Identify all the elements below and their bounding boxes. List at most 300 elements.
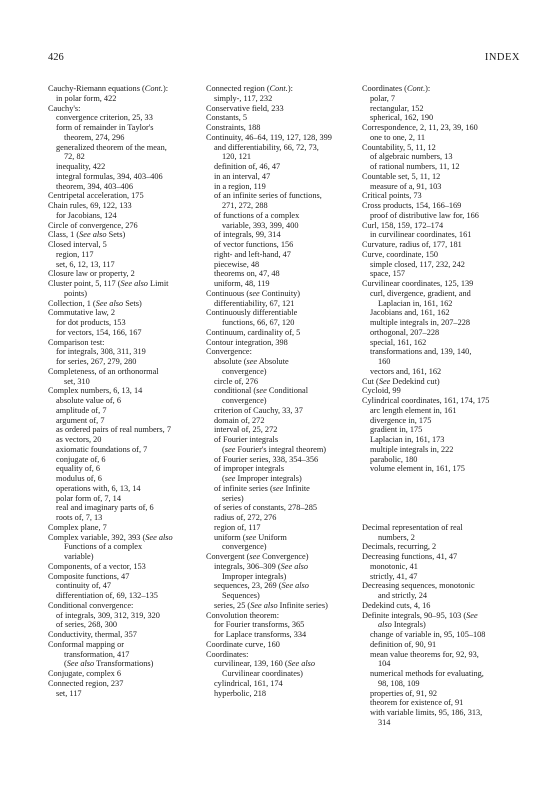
- index-entry: [48, 464, 204, 474]
- index-entry: [206, 250, 362, 260]
- index-entry: [206, 474, 362, 484]
- running-title: INDEX: [484, 52, 520, 63]
- entry-text: Definite integrals, 90–95, 103 (: [362, 610, 467, 620]
- entry-text: multiple integrals in, 222: [370, 444, 454, 454]
- index-entry: [206, 279, 362, 289]
- entry-text: integral formulas, 394, 403–406: [56, 171, 163, 181]
- entry-suffix: Fourier's integral theorem): [235, 444, 327, 454]
- entry-text: of vector functions, 156: [214, 240, 294, 249]
- index-entry: [362, 318, 518, 328]
- index-entry: [48, 143, 204, 153]
- entry-text: domain of, 272: [214, 415, 265, 425]
- entry-text: multiple integrals in, 207–228: [370, 318, 471, 327]
- index-entry: [206, 445, 362, 455]
- index-entry: [362, 416, 518, 426]
- entry-text: rectangular, 152: [370, 103, 424, 113]
- index-entry: [362, 698, 518, 708]
- entry-text: for integrals, 308, 311, 319: [56, 347, 146, 357]
- entry-italic-ref: See also: [287, 659, 316, 669]
- index-entry: [48, 328, 204, 338]
- entry-text: real and imaginary parts of, 6: [56, 503, 154, 513]
- index-entry: [362, 591, 518, 601]
- index-entry: [362, 464, 518, 474]
- index-entry: [48, 104, 204, 114]
- entry-text: Connected region (: [206, 84, 270, 93]
- entry-text: transformation, 417: [64, 649, 130, 659]
- entry-text: Sequences): [222, 591, 260, 600]
- entry-italic-ref: See also: [120, 279, 148, 288]
- entry-text: amplitude of, 7: [56, 405, 107, 415]
- index-entry: [206, 601, 362, 611]
- entry-text: operations with, 6, 13, 14: [56, 483, 141, 493]
- entry-text: of improper integrals: [214, 464, 285, 474]
- index-entry: [362, 123, 518, 133]
- entry-text: Improper integrals): [222, 571, 287, 581]
- index-entry: [362, 425, 518, 435]
- entry-text: Complex plane, 7: [48, 522, 107, 532]
- entry-suffix: ):: [425, 84, 431, 93]
- index-entry: [206, 455, 362, 465]
- index-entry: [206, 162, 362, 172]
- entry-text: parabolic, 180: [370, 454, 418, 464]
- entry-text: Cross products, 154, 166–169: [362, 201, 462, 210]
- entry-text: volume element in, 161, 175: [370, 464, 465, 474]
- index-entry: [206, 308, 362, 318]
- entry-text: Countability, 5, 11, 12: [362, 142, 436, 152]
- entry-text: Convolution theorem:: [206, 610, 280, 620]
- index-entry: [206, 406, 362, 416]
- entry-text: Conformal mapping or: [48, 639, 125, 649]
- entry-suffix: Infinite: [283, 483, 310, 493]
- entry-text: theorems on, 47, 48: [214, 269, 280, 279]
- entry-text: Centripetal acceleration, 175: [48, 191, 144, 201]
- entry-text: Constants, 5: [206, 113, 248, 123]
- index-entry: [362, 455, 518, 465]
- entry-text: radius of, 272, 276: [214, 513, 277, 522]
- index-entry: [206, 201, 362, 211]
- entry-text: Cauchy's:: [48, 103, 81, 113]
- index-entry: [48, 689, 204, 699]
- index-entry: [362, 718, 518, 728]
- index-entry: [206, 338, 362, 348]
- index-entry: [206, 523, 362, 533]
- entry-text: 314: [378, 717, 391, 727]
- index-entry: [48, 416, 204, 426]
- entry-text: strictly, 41, 47: [370, 571, 418, 581]
- index-entry: [206, 377, 362, 387]
- entry-text: for dot products, 153: [56, 318, 126, 327]
- entry-text: 98, 108, 109: [378, 678, 420, 688]
- index-entry: [206, 211, 362, 221]
- index-entry: [206, 669, 362, 679]
- index-entry: [206, 464, 362, 474]
- entry-text: gradient in, 175: [370, 425, 423, 435]
- entry-italic-ref: see: [245, 532, 257, 542]
- entry-italic-ref: See also: [66, 659, 95, 669]
- index-entry: [48, 289, 204, 299]
- entry-text: of algebraic numbers, 13: [370, 152, 453, 162]
- entry-suffix: Transformations): [94, 659, 154, 669]
- index-entry: [48, 562, 204, 572]
- entry-text: Curvature, radius of, 177, 181: [362, 240, 462, 249]
- index-entry: [362, 494, 518, 504]
- index-column-2: [206, 84, 362, 698]
- index-entry: [48, 357, 204, 367]
- entry-suffix: ):: [163, 84, 169, 93]
- entry-text: of series of constants, 278–285: [214, 503, 318, 513]
- entry-text: hyperbolic, 218: [214, 688, 267, 698]
- entry-italic-ref: see: [224, 474, 236, 483]
- index-entry: [362, 689, 518, 699]
- entry-text: Decreasing sequences, monotonic: [362, 581, 475, 591]
- entry-text: conjugate of, 6: [56, 454, 106, 464]
- entry-text: points): [64, 288, 88, 298]
- entry-text: polar, 7: [370, 93, 396, 103]
- index-entry: [48, 152, 204, 162]
- entry-text: one to one, 2, 11: [370, 132, 425, 142]
- entry-text: Coordinates (: [362, 84, 407, 93]
- entry-text: 271, 272, 288: [222, 201, 268, 210]
- entry-italic-ref: see: [249, 552, 261, 561]
- index-entry: [48, 377, 204, 387]
- index-entry: [206, 513, 362, 523]
- index-entry: [48, 503, 204, 513]
- index-entry: [48, 542, 204, 552]
- entry-text: measure of a, 91, 103: [370, 181, 442, 191]
- entry-text: for series, 267, 279, 280: [56, 357, 137, 366]
- entry-text: Coordinates:: [206, 649, 249, 659]
- entry-text: Closed interval, 5: [48, 240, 107, 249]
- entry-text: mean value theorems for, 92, 93,: [370, 649, 479, 659]
- entry-suffix: Absolute: [257, 357, 289, 366]
- index-entry: [206, 640, 362, 650]
- index-entry: [362, 162, 518, 172]
- entry-italic-ref: also: [378, 620, 392, 630]
- index-entry: [206, 289, 362, 299]
- entry-text: Dedekind cuts, 4, 16: [362, 600, 431, 610]
- index-entry: [362, 542, 518, 552]
- index-entry: [48, 679, 204, 689]
- entry-text: Cluster point, 5, 117 (: [48, 279, 121, 288]
- entry-text: of Fourier series, 338, 354–356: [214, 454, 319, 464]
- index-entry: [48, 552, 204, 562]
- index-entry: [362, 669, 518, 679]
- entry-text: criterion of Cauchy, 33, 37: [214, 405, 303, 415]
- index-entry: [48, 133, 204, 143]
- entry-text: Conditional convergence:: [48, 600, 134, 610]
- index-entry: [206, 533, 362, 543]
- entry-italic-ref: see: [246, 357, 258, 366]
- index-entry: [362, 435, 518, 445]
- index-entry: [362, 230, 518, 240]
- entry-text: Functions of a complex: [64, 542, 143, 552]
- index-entry: [362, 640, 518, 650]
- entry-text: Curve, coordinate, 150: [362, 249, 439, 259]
- index-entry: [206, 572, 362, 582]
- entry-text: divergence in, 175: [370, 415, 432, 425]
- index-entry: [362, 299, 518, 309]
- entry-text: convergence): [222, 542, 267, 552]
- entry-text: of Fourier integrals: [214, 435, 279, 444]
- entry-text: transformations and, 139, 140,: [370, 347, 472, 357]
- index-entry: [206, 620, 362, 630]
- entry-italic-ref: see: [256, 386, 267, 396]
- entry-suffix: Continuity): [259, 288, 301, 298]
- index-entry: [48, 601, 204, 611]
- entry-italic-ref: See also: [280, 561, 309, 571]
- entry-text: form of remainder in Taylor's: [56, 123, 154, 132]
- entry-text: orthogonal, 207–228: [370, 327, 440, 337]
- index-entry: [206, 172, 362, 182]
- index-entry: [206, 240, 362, 250]
- entry-text: 160: [378, 357, 391, 366]
- index-entry: [362, 601, 518, 611]
- index-entry: [362, 211, 518, 221]
- entry-text: axiomatic foundations of, 7: [56, 444, 148, 454]
- entry-text: Countable set, 5, 11, 12: [362, 171, 441, 181]
- entry-text: vectors and, 161, 162: [370, 366, 442, 376]
- entry-text: Constraints, 188: [206, 123, 261, 132]
- index-entry: [206, 357, 362, 367]
- index-entry: [362, 338, 518, 348]
- index-entry: [48, 425, 204, 435]
- index-entry: [206, 133, 362, 143]
- entry-text: piecewise, 48: [214, 259, 260, 269]
- entry-text: and differentiability, 66, 72, 73,: [214, 142, 319, 152]
- page-number: 426: [48, 52, 64, 63]
- index-entry: [48, 630, 204, 640]
- entry-suffix: Conditional: [266, 386, 309, 396]
- entry-suffix: Infinite series): [277, 600, 328, 610]
- entry-text: functions, 66, 67, 120: [222, 318, 295, 327]
- index-entry: [206, 386, 362, 396]
- entry-italic-ref: see: [224, 444, 236, 454]
- index-entry: [48, 182, 204, 192]
- entry-text: simple closed, 117, 232, 242: [370, 259, 465, 269]
- entry-suffix: ):: [287, 84, 293, 93]
- entry-suffix: Uniform: [256, 532, 287, 542]
- entry-italic-ref: see: [272, 483, 284, 493]
- index-entry: [206, 347, 362, 357]
- entry-text: convergence criterion, 25, 33: [56, 113, 153, 123]
- entry-italic-ref: See also: [145, 532, 173, 542]
- entry-suffix: Integrals): [391, 620, 426, 630]
- index-entry: [48, 494, 204, 504]
- index-entry: [362, 484, 518, 494]
- index-entry: [362, 279, 518, 289]
- entry-text: Cylindrical coordinates, 161, 174, 175: [362, 396, 490, 405]
- entry-text: Contour integration, 398: [206, 337, 288, 347]
- index-entry: [48, 406, 204, 416]
- entry-suffix: Dedekind cut): [390, 376, 440, 386]
- index-entry: [48, 250, 204, 260]
- index-entry: [48, 611, 204, 621]
- index-entry: [362, 269, 518, 279]
- index-entry: [48, 581, 204, 591]
- entry-text: Convergence:: [206, 347, 252, 357]
- index-entry: [206, 230, 362, 240]
- index-entry: [48, 640, 204, 650]
- index-entry: [206, 299, 362, 309]
- index-entry: [48, 308, 204, 318]
- entry-text: differentiability, 67, 121: [214, 298, 295, 308]
- index-entry: [206, 425, 362, 435]
- index-entry: [362, 191, 518, 201]
- index-entry: [206, 191, 362, 201]
- entry-text: simply-, 117, 232: [214, 93, 273, 103]
- index-entry: [206, 318, 362, 328]
- entry-text: for Fourier transforms, 365: [214, 620, 305, 630]
- index-entry: [48, 659, 204, 669]
- index-entry: [206, 679, 362, 689]
- entry-text: Conservative field, 233: [206, 103, 284, 113]
- entry-text: Commutative law, 2: [48, 308, 115, 318]
- index-entry: [48, 240, 204, 250]
- index-entry: [206, 552, 362, 562]
- index-entry: [48, 591, 204, 601]
- entry-text: Continuously differentiable: [206, 308, 298, 318]
- entry-text: for vectors, 154, 166, 167: [56, 327, 142, 337]
- index-entry: [206, 484, 362, 494]
- index-entry: [206, 630, 362, 640]
- index-column-1: [48, 84, 204, 698]
- index-entry: [362, 133, 518, 143]
- index-entry: [48, 533, 204, 543]
- index-entry: [362, 523, 518, 533]
- entry-text: Continuum, cardinality of, 5: [206, 327, 301, 337]
- index-entry: [48, 94, 204, 104]
- entry-text: spherical, 162, 190: [370, 113, 434, 123]
- entry-text: special, 161, 162: [370, 337, 427, 347]
- index-entry: [362, 679, 518, 689]
- index-entry: [362, 201, 518, 211]
- entry-text: Composite functions, 47: [48, 571, 130, 581]
- index-entry: [362, 533, 518, 543]
- entry-text: of infinite series (: [214, 483, 273, 493]
- entry-text: theorem for existence of, 91: [370, 698, 464, 708]
- index-entry: [362, 367, 518, 377]
- entry-text: Complex variable, 392, 393 (: [48, 532, 146, 542]
- index-entry: [48, 669, 204, 679]
- entry-text: Complex numbers, 6, 13, 14: [48, 386, 143, 396]
- entry-text: properties of, 91, 92: [370, 688, 438, 698]
- index-entry: [206, 562, 362, 572]
- index-entry: [206, 123, 362, 133]
- entry-text: interval of, 25, 272: [214, 425, 278, 435]
- entry-text: change of variable in, 95, 105–108: [370, 630, 486, 639]
- index-entry: [362, 143, 518, 153]
- entry-text: of an infinite series of functions,: [214, 191, 322, 201]
- entry-suffix: Limit: [147, 279, 169, 288]
- entry-text: Critical points, 73: [362, 191, 422, 201]
- entry-text: Curvilinear coordinates, 125, 139: [362, 279, 474, 288]
- index-entry: [362, 503, 518, 513]
- entry-text: (: [64, 659, 67, 669]
- entry-italic-ref: Cont.: [269, 84, 288, 93]
- entry-text: definition of, 90, 91: [370, 639, 437, 649]
- entry-text: for Jacobians, 124: [56, 210, 117, 220]
- index-entry: [206, 659, 362, 669]
- index-entry: [48, 172, 204, 182]
- entry-suffix: Sets): [106, 230, 126, 240]
- entry-text: space, 157: [370, 269, 406, 279]
- index-entry: [48, 620, 204, 630]
- index-entry: [206, 182, 362, 192]
- index-entry: [48, 396, 204, 406]
- entry-suffix: Improper integrals): [235, 474, 302, 483]
- entry-text: polar form of, 7, 14: [56, 493, 121, 503]
- entry-text: theorem, 274, 296: [64, 132, 125, 142]
- entry-text: of integrals, 99, 314: [214, 230, 281, 240]
- entry-text: Curvilinear coordinates): [222, 669, 303, 678]
- entry-suffix: Convergence): [260, 552, 309, 561]
- index-entry: [48, 299, 204, 309]
- entry-text: Correspondence, 2, 11, 23, 39, 160: [362, 123, 478, 132]
- entry-italic-ref: See also: [281, 581, 309, 591]
- entry-text: Cut (: [362, 376, 379, 386]
- index-entry: [206, 221, 362, 231]
- entry-text: circle of, 276: [214, 376, 259, 386]
- entry-text: Convergent (: [206, 552, 250, 561]
- entry-text: in curvilinear coordinates, 161: [370, 230, 472, 240]
- index-entry: [362, 572, 518, 582]
- entry-text: 120, 121: [222, 152, 252, 162]
- page-header: [48, 52, 520, 66]
- entry-text: Laplacian in, 161, 173: [370, 435, 445, 444]
- entry-text: Class, 1 (: [48, 230, 80, 240]
- index-entry: [362, 377, 518, 387]
- entry-text: Continuity, 46–64, 119, 127, 128, 399: [206, 132, 332, 142]
- entry-text: absolute (: [214, 357, 247, 366]
- index-entry: [362, 396, 518, 406]
- entry-text: 104: [378, 659, 391, 669]
- entry-text: variable): [64, 552, 94, 561]
- entry-text: generalized theorem of the mean,: [56, 142, 167, 152]
- index-entry: [206, 104, 362, 114]
- entry-text: (: [222, 474, 225, 483]
- index-entry: [48, 84, 204, 94]
- entry-text: as ordered pairs of real numbers, 7: [56, 425, 171, 435]
- entry-text: argument of, 7: [56, 415, 105, 425]
- index-entry: [48, 123, 204, 133]
- entry-text: set, 6, 12, 13, 117: [56, 259, 115, 269]
- index-entry: [362, 474, 518, 484]
- index-entry: [48, 435, 204, 445]
- entry-text: series): [222, 493, 244, 503]
- entry-text: of functions of a complex: [214, 210, 300, 220]
- index-entry: [206, 94, 362, 104]
- entry-text: of integrals, 309, 312, 319, 320: [56, 610, 160, 620]
- index-entry: [362, 260, 518, 270]
- index-entry: [206, 113, 362, 123]
- index-entry: [362, 221, 518, 231]
- entry-text: set, 117: [56, 688, 82, 698]
- index-entry: [48, 523, 204, 533]
- entry-text: cylindrical, 161, 174: [214, 678, 283, 688]
- index-entry: [362, 513, 518, 523]
- entry-text: in an interval, 47: [214, 171, 271, 181]
- index-entry: [206, 367, 362, 377]
- index-entry: [206, 503, 362, 513]
- index-entry: [362, 182, 518, 192]
- index-entry: [48, 279, 204, 289]
- entry-text: of rational numbers, 11, 12: [370, 162, 460, 171]
- index-entry: [206, 260, 362, 270]
- index-entry: [206, 84, 362, 94]
- index-entry: [362, 552, 518, 562]
- index-column-3: [362, 84, 518, 728]
- index-entry: [206, 435, 362, 445]
